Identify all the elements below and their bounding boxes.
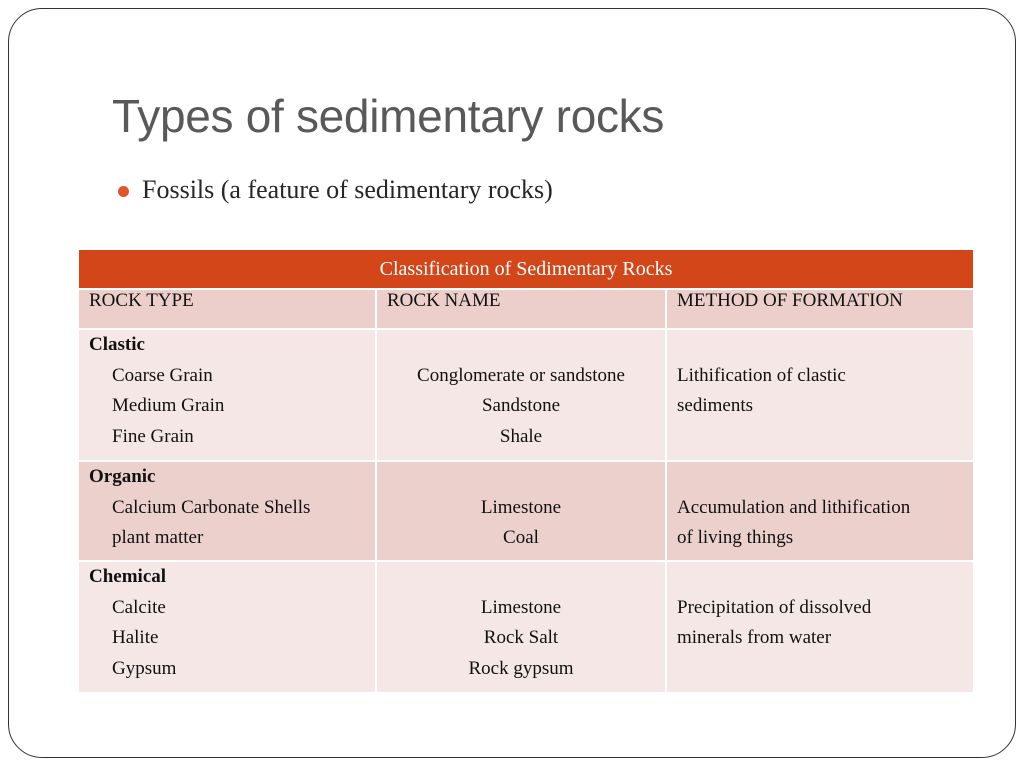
- rock-type-item: Calcium Carbonate Shells: [112, 496, 311, 518]
- bullet-text: Fossils (a feature of sedimentary rocks): [142, 175, 553, 204]
- method-line: Precipitation of dissolved: [677, 596, 872, 618]
- table-caption: Classification of Sedimentary Rocks: [78, 249, 974, 289]
- category-label: Clastic: [89, 334, 145, 355]
- bullet-dot-icon: [118, 186, 129, 197]
- category-label: Organic: [89, 466, 156, 487]
- rock-type-item: Fine Grain: [112, 425, 194, 447]
- rock-name-cell: [376, 329, 666, 461]
- method-line: sediments: [677, 395, 753, 416]
- rock-name-item: Limestone: [480, 596, 562, 618]
- rock-type-item: Calcite: [112, 596, 166, 618]
- rock-name-item: Conglomerate or sandstone: [417, 364, 625, 386]
- header-rock-name: ROCK NAME: [376, 289, 666, 329]
- rock-name-item: Shale: [499, 425, 543, 447]
- rock-type-cell: [78, 329, 376, 461]
- method-line: of living things: [677, 527, 794, 548]
- method-line: Accumulation and lithification: [677, 496, 911, 518]
- method-cell: [666, 329, 974, 461]
- rock-type-cell: [78, 461, 376, 561]
- rock-name-cell: [376, 561, 666, 693]
- classification-table: [77, 248, 975, 694]
- rock-name-item: Rock Salt: [483, 627, 559, 648]
- rock-type-item: Halite: [112, 627, 159, 648]
- method-line: minerals from water: [677, 627, 832, 648]
- slide-title: Types of sedimentary rocks: [112, 90, 665, 142]
- rock-name-item: Sandstone: [481, 395, 561, 416]
- table-row-clastic: [78, 329, 974, 461]
- rock-type-item: Coarse Grain: [112, 364, 213, 386]
- method-cell: [666, 561, 974, 693]
- table-row-organic: [78, 461, 974, 561]
- rock-name-cell: [376, 461, 666, 561]
- table-row-chemical: [78, 561, 974, 693]
- category-label: Chemical: [89, 566, 167, 587]
- method-line: Lithification of clastic: [677, 364, 846, 386]
- rock-type-item: Gypsum: [112, 657, 177, 679]
- rock-name-item: Rock gypsum: [468, 657, 574, 679]
- header-rock-type: ROCK TYPE: [78, 289, 376, 329]
- bullet-item: [118, 170, 553, 210]
- rock-type-item: Medium Grain: [112, 395, 225, 416]
- header-method: METHOD OF FORMATION: [666, 289, 974, 329]
- rock-name-item: Limestone: [480, 496, 562, 518]
- table-header-row: [78, 289, 974, 329]
- rock-type-cell: [78, 561, 376, 693]
- rock-name-item: Coal: [503, 527, 539, 548]
- rock-type-item: plant matter: [112, 527, 204, 548]
- method-cell: [666, 461, 974, 561]
